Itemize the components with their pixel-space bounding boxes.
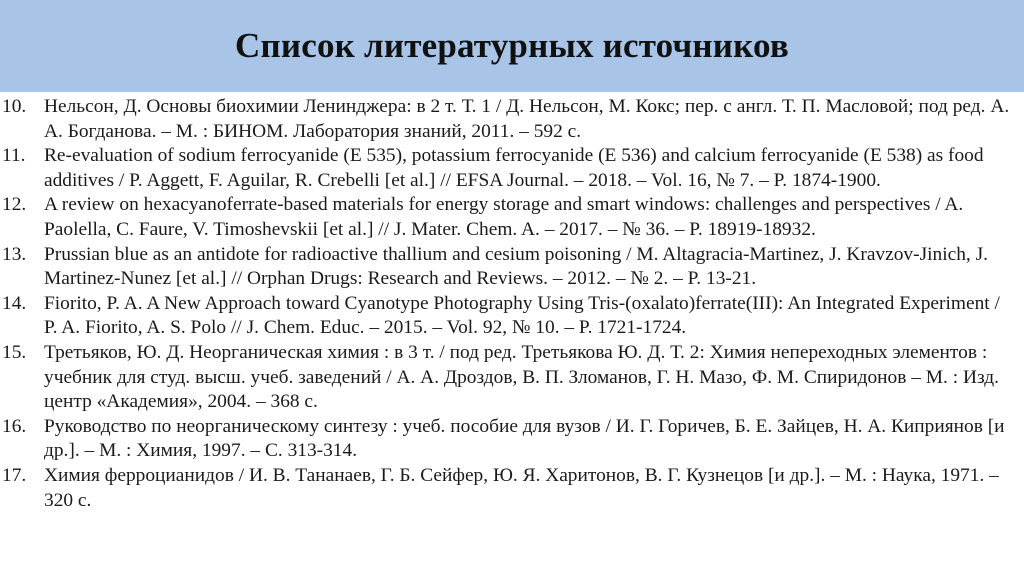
reference-text: Re-evaluation of sodium ferrocyanide (E 535), potassium ferrocyanide (E 536) and calcium ferrocyanide (E 538) as food additives / P. Aggett, F. Aguilar, R. Crebelli [et al.] // EFSA Journal. – 2018. – Vol. 16, № 7. – P. 1874-1900. <box>44 145 984 191</box>
reference-number: 16. <box>2 415 27 437</box>
reference-number: 13. <box>2 243 27 265</box>
reference-number: 12. <box>2 194 27 216</box>
reference-text: A review on hexacyanoferrate-based materials for energy storage and smart windows: challenges and perspectives / A. Paolella, C. Faure, V. Timoshevskii [et al.] // J. Mater. Chem. A. – 2017. – № 36. – P. 18919-18932. <box>44 194 964 240</box>
reference-item <box>0 464 1024 513</box>
reference-number: 11. <box>2 145 26 167</box>
reference-item <box>0 341 1024 415</box>
reference-item <box>0 95 1024 144</box>
reference-text: Руководство по неорганическому синтезу : учеб. пособие для вузов / И. Г. Горичев, Б. Е. Зайцев, Н. А. Киприянов [и др.]. – М. : Химия, 1997. – С. 313-314. <box>44 415 1005 462</box>
title-bar <box>0 0 1024 92</box>
reference-text: Fiorito, P. A. A New Approach toward Cyanotype Photography Using Tris-(oxalato)ferrate(III): An Integrated Experiment / P. A. Fiorito, A. S. Polo // J. Chem. Educ. – 2015. – Vol. 92, № 10. – P. 1721-1724. <box>44 292 1000 339</box>
reference-number: 10. <box>2 96 27 117</box>
reference-item <box>0 243 1024 292</box>
reference-number: 17. <box>2 464 27 486</box>
reference-list <box>0 95 1024 574</box>
reference-text: Третьяков, Ю. Д. Неорганическая химия : в 3 т. / под ред. Третьякова Ю. Д. Т. 2: Химия непереходных элементов : учебник для студ. высш. учеб. заведений / А. А. Дроздов, В. П. Зломанов, Г. Н. Мазо, Ф. М. Спиридонов – М. : Изд. центр «Академия», 2004. – 368 с. <box>44 341 999 413</box>
reference-item <box>0 415 1024 464</box>
reference-text: Prussian blue as an antidote for radioactive thallium and cesium poisoning / M. Altagracia-Martinez, J. Kravzov-Jinich, J. Martinez-Nunez [et al.] // Orphan Drugs: Research and Reviews. – 2012. – № 2. – P. 13-21. <box>44 243 988 290</box>
reference-text: Химия ферроцианидов / И. В. Тананаев, Г. Б. Сейфер, Ю. Я. Харитонов, В. Г. Кузнецов [и др.]. – М. : Наука, 1971. – 320 с. <box>44 464 999 511</box>
slide-title: Список литературных источников <box>235 26 789 65</box>
reference-number: 15. <box>2 341 27 363</box>
reference-item <box>0 292 1024 341</box>
reference-number: 14. <box>2 292 27 314</box>
reference-item <box>0 144 1024 193</box>
reference-text: Нельсон, Д. Основы биохимии Ленинджера: в 2 т. Т. 1 / Д. Нельсон, М. Кокс; пер. с англ. Т. П. Масловой; под ред. А. А. Богданова. – М. : БИНОМ. Лаборатория знаний, 2011. – 592 с. <box>44 96 1010 142</box>
reference-item <box>0 193 1024 242</box>
